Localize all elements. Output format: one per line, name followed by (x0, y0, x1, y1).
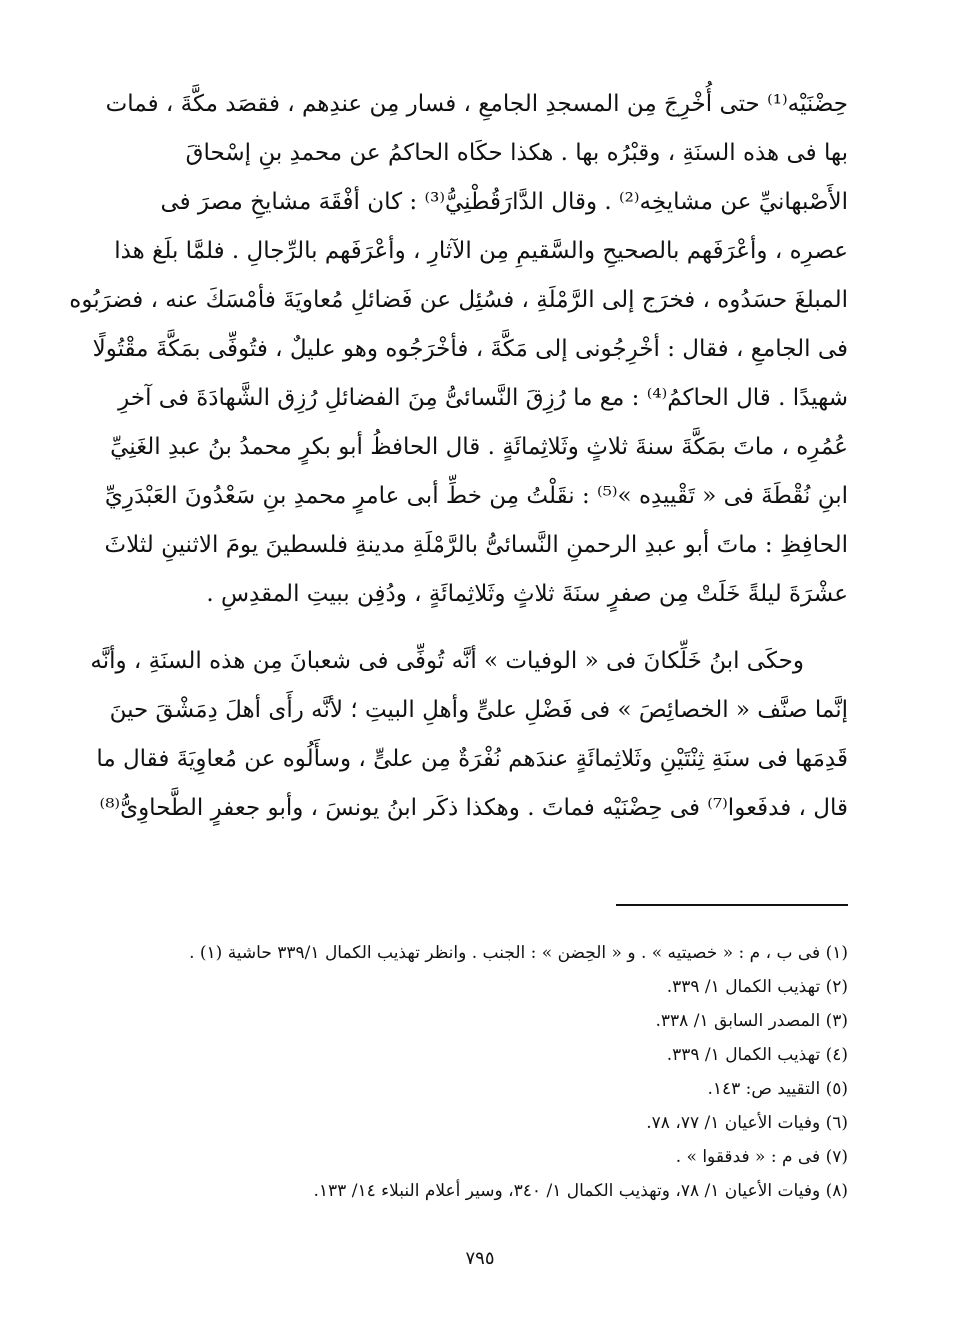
main-text (69, 80, 848, 833)
text-line: عصرِه ، وأعْرَفَهم بالصحيحِ والسَّقيمِ مِن الآثارِ ، وأعْرَفَهم بالرِّجالِ . فلمَّا بلَغ هذا (114, 238, 848, 264)
footnote-7: (٧) فى م : « فدققوا » . (675, 1147, 848, 1167)
paragraph-gap (126, 619, 848, 637)
text-line: ابنِ نُقْطَةَ فى « تَقْييدِه »⁽⁵⁾ : نقَلْتُ مِن خطِّ أبى عامرٍ محمدِ بنِ سَعْدُونَ العَبْدَرِيِّ (104, 483, 848, 509)
text-line: عشْرَةَ ليلةً خَلَتْ مِن صفرٍ سنَةَ ثلاثٍ وثَلاثِمائَةٍ ، ودُفِن ببيتِ المقدِسِ . (206, 581, 848, 607)
footnote-3: (٣) المصدر السابق ١/ ٣٣٨. (655, 1011, 848, 1031)
footnote-8: (٨) وفيات الأعيان ١/ ٧٨، وتهذيب الكمال ١/ ٣٤٠، وسير أعلام النبلاء ١٤/ ١٣٣. (313, 1181, 848, 1201)
footnote-2: (٢) تهذيب الكمال ١/ ٣٣٩. (666, 977, 848, 997)
footnotes (100, 936, 848, 1208)
text-line: المبلغَ حسَدُوه ، فخرَج إلى الرَّمْلَةِ ، فسُئِل عن فَضائلِ مُعاويَةَ فأمْسَكَ عنه ، فضرَبُوه (69, 287, 848, 313)
footnote-6: (٦) وفيات الأعيان ١/ ٧٧، ٧٨. (646, 1113, 848, 1133)
footnote-separator (616, 904, 848, 906)
footnote-5: (٥) التقييد ص: ١٤٣. (707, 1079, 848, 1099)
text-line: الحافِظِ : ماتَ أبو عبدِ الرحمنِ النَّسائىُّ بالرَّمْلَةِ مدينةِ فلسطينَ يومَ الاثنينِ لثلاثَ (104, 532, 848, 558)
footnote-4: (٤) تهذيب الكمال ١/ ٣٣٩. (666, 1045, 848, 1065)
paragraph-1 (69, 80, 848, 619)
text-line: فى الجامعِ ، فقال : أخْرِجُونى إلى مَكَّةَ ، فأخْرَجُوه وهو عليلٌ ، فتُوفِّى بمَكَّةَ مقْتُولًا (92, 336, 848, 362)
page-number: ٧٩٥ (465, 1248, 495, 1269)
text-line: بها فى هذه السنَةِ ، وقبْرُه بها . هكذا حكَاه الحاكمُ عن محمدِ بنِ إسْحاقَ (185, 140, 848, 166)
text-line: قَدِمَها فى سنَةِ ثِنْتَيْنِ وثَلاثِمائَةٍ عندَهم نُفْرَةٌ مِن علىٍّ ، وسأَلُوه عن مُعاوِيَةَ فقال ما (96, 746, 848, 772)
footnote-1: (١) فى ب ، م : « خصيتيه » . و « الحِضن » : الجنب . وانظر تهذيب الكمال ٣٣٩/١ حاشية (١) . (189, 943, 848, 963)
text-line: شهيدًا . قال الحاكمُ⁽⁴⁾ : مع ما رُزِقَ النَّسائىُّ مِنَ الفضائلِ رُزِق الشَّهادَةَ فى آخرِ (118, 385, 848, 411)
text-line: عُمُرِه ، ماتَ بمَكَّةَ سنةَ ثلاثٍ وثَلاثِمائَةٍ . قال الحافظُ أبو بكرٍ محمدُ بنُ عبدِ الغَنِيِّ (110, 434, 848, 460)
text-line: حِضْنَيْه⁽¹⁾ حتى أُخْرِجَ مِن المسجدِ الجامعِ ، فسار مِن عندِهم ، فقصَد مكَّةَ ، فمات (105, 91, 848, 117)
paragraph-2 (90, 637, 848, 833)
text-line: الأَصْبهانيِّ عن مشايخِه⁽²⁾ . وقال الدَّارَقُطْنِيُّ⁽³⁾ : كان أفْقَهَ مشايخِ مصرَ فى (160, 189, 848, 215)
text-line: قال ، فدفَعوا⁽⁷⁾ فى حِضْنَيْه فماتَ . وهكذا ذكَر ابنُ يونسَ ، وأبو جعفرٍ الطَّحاوِىُّ⁽⁸⁾ (99, 795, 848, 821)
text-line: وحكَى ابنُ خَلِّكانَ فى « الوفيات » أنَّه تُوفِّى فى شعبانَ مِن هذه السنَةِ ، وأنَّه (90, 648, 804, 674)
text-line: إنَّما صنَّف « الخصائِصَ » فى فَضْلِ علىٍّ وأهلِ البيتِ ؛ لأنَّه رأَى أهلَ دِمَشْقَ حينَ (109, 697, 848, 723)
